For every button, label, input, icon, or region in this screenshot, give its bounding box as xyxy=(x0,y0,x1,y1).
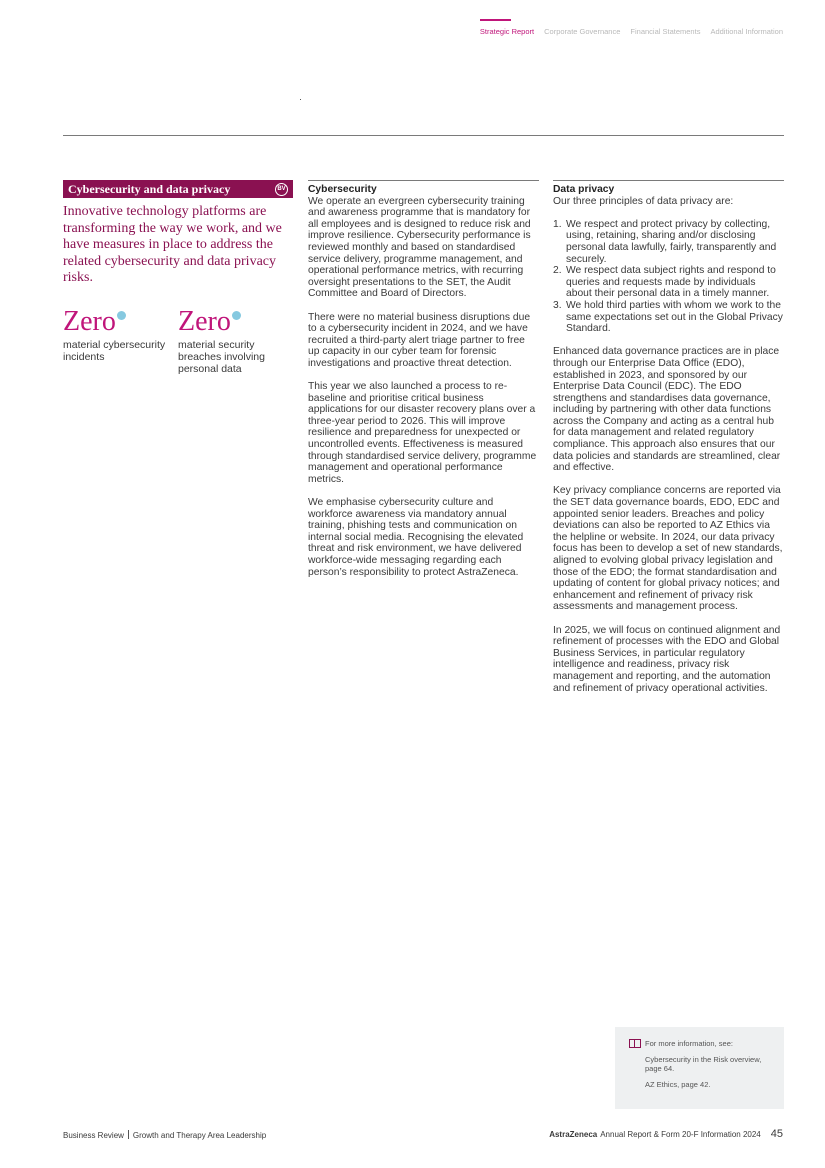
business-value-icon: BV xyxy=(275,183,288,196)
cybersecurity-paragraph: We operate an evergreen cybersecurity training and awareness programme that is mandatory for all employees and is designed to reduce risk and improve resilience. Cybersecurity performance is reviewed monthly and based on standardised service delivery, programme management, and operational performance metrics, with recurring oversight presentations to the SET, the Audit Committee and Board of Directors. xyxy=(308,195,531,300)
stat-cybersecurity-incidents xyxy=(63,307,178,375)
list-item xyxy=(553,265,784,300)
list-text: We hold third parties with whom we work to the same expectations set out in the Global Privacy Standard. xyxy=(566,299,783,335)
privacy-paragraph: Key privacy compliance concerns are reported via the SET data governance boards, EDO, EDC and appointed senior leaders. Breaches and policy deviations can also be reported to AZ Ethics via the helpline or website. In 2024, our data privacy focus has been to develop a set of new standards, aligned to evolving global privacy legislation and those of the EDO; the format standardisation and updating of content for global privacy notices; and enhancement and refinement of privacy risk assessments and management process. xyxy=(553,485,783,613)
cybersecurity-paragraph: There were no material business disruptions due to a cybersecurity incident in 2024, and we have recruited a third-party alert triage partner to free up capacity in our cyber team for forensic investigations and proactive threat detection. xyxy=(308,311,531,369)
stat-value xyxy=(178,307,231,337)
privacy-principles-list xyxy=(553,219,784,335)
stat-dot-icon xyxy=(117,311,126,320)
privacy-intro: Our three principles of data privacy are: xyxy=(553,195,734,207)
stat-label: material cybersecurity incidents xyxy=(63,338,166,363)
risk-overview-link[interactable]: Cybersecurity in the Risk overview, page 64. xyxy=(645,1054,762,1073)
footer-report-title: Annual Report & Form 20-F Information 2024 xyxy=(600,1130,761,1139)
footer-separator xyxy=(128,1130,129,1139)
list-text: We respect data subject rights and respond to queries and requests made by individuals about their personal data in a timely manner. xyxy=(566,265,776,300)
nav-additional-information[interactable]: Additional Information xyxy=(710,27,783,36)
page-number: 45 xyxy=(770,1128,783,1140)
privacy-paragraph: In 2025, we will focus on continued alignment and refinement of processes with the EDO and Global Business Services, in particular regulatory intelligence and readiness, privacy risk management and reporting, and the automation and refinement of privacy operational activities. xyxy=(553,624,781,694)
section-tab xyxy=(63,180,293,198)
key-stats xyxy=(63,307,293,375)
footer-report-info xyxy=(549,1128,783,1140)
more-info-box xyxy=(615,1027,784,1109)
footer-section: Business Review xyxy=(63,1131,124,1140)
more-info-heading-text: For more information, see: xyxy=(645,1039,733,1048)
privacy-paragraph: Enhanced data governance practices are in place through our Enterprise Data Office (EDO), established in 2023, and sponsored by our Enterprise Data Council (EDC). The EDO strengthens and standardises data governance, including by partnering with other data functions across the Company and acting as a central hub for data management and related regulatory compliance. This approach also ensures that our data policies and standards are streamlined, clear and effective. xyxy=(553,346,781,474)
stat-label: material security breaches involving personal data xyxy=(178,338,265,375)
footer-subsection: Growth and Therapy Area Leadership xyxy=(132,1131,267,1140)
stat-value-text: Zero xyxy=(178,305,231,337)
cybersecurity-heading: Cybersecurity xyxy=(308,184,377,195)
list-item xyxy=(553,219,784,265)
cybersecurity-column xyxy=(308,180,539,590)
stray-dot xyxy=(300,99,301,100)
stat-personal-data-breaches xyxy=(178,307,293,375)
list-item xyxy=(553,300,784,335)
data-privacy-column xyxy=(553,180,784,706)
cybersecurity-paragraph: We emphasise cybersecurity culture and workforce awareness via mandatory annual training, phishing tests and communication on internal social media. Recognising the elevated threat and risk environment, we have delivered workforce-wide messaging regarding each person’s responsibility to protect AstraZeneca. xyxy=(308,497,524,578)
stat-value xyxy=(63,307,116,337)
list-text: We respect and protect privacy by collecting, using, retaining, sharing and/or disclosing personal data lawfully, fairly, transparently and securely. xyxy=(566,218,777,265)
header-divider xyxy=(63,135,784,136)
top-navigation xyxy=(480,27,783,36)
section-title: Cybersecurity and data privacy xyxy=(68,181,231,196)
book-icon xyxy=(629,1039,641,1048)
az-ethics-link[interactable]: AZ Ethics, page 42. xyxy=(645,1079,711,1089)
list-number: 1. xyxy=(553,218,562,230)
left-column xyxy=(63,180,293,375)
data-privacy-heading: Data privacy xyxy=(553,184,615,195)
more-info-heading xyxy=(629,1039,772,1049)
list-number: 2. xyxy=(553,265,562,277)
footer-breadcrumb xyxy=(63,1130,266,1140)
list-number: 3. xyxy=(553,299,562,311)
nav-corporate-governance[interactable]: Corporate Governance xyxy=(544,27,621,36)
stat-value-text: Zero xyxy=(63,305,116,337)
cybersecurity-paragraph: This year we also launched a process to re-baseline and prioritise critical business applications for our disaster recovery plans over a three-year period to 2026. This will improve resilience and preparedness for unexpected or uncontrolled events. Effectiveness is measured through standardised service delivery, programme management and operational performance metrics. xyxy=(308,381,537,485)
nav-financial-statements[interactable]: Financial Statements xyxy=(630,27,701,36)
footer-brand: AstraZeneca xyxy=(549,1130,598,1139)
nav-strategic-report[interactable]: Strategic Report xyxy=(479,27,535,36)
intro-statement: Innovative technology platforms are transforming the way we work, and we have measures in place to address the related cybersecurity and data privacy risks. xyxy=(63,204,282,285)
stat-dot-icon xyxy=(232,311,241,320)
